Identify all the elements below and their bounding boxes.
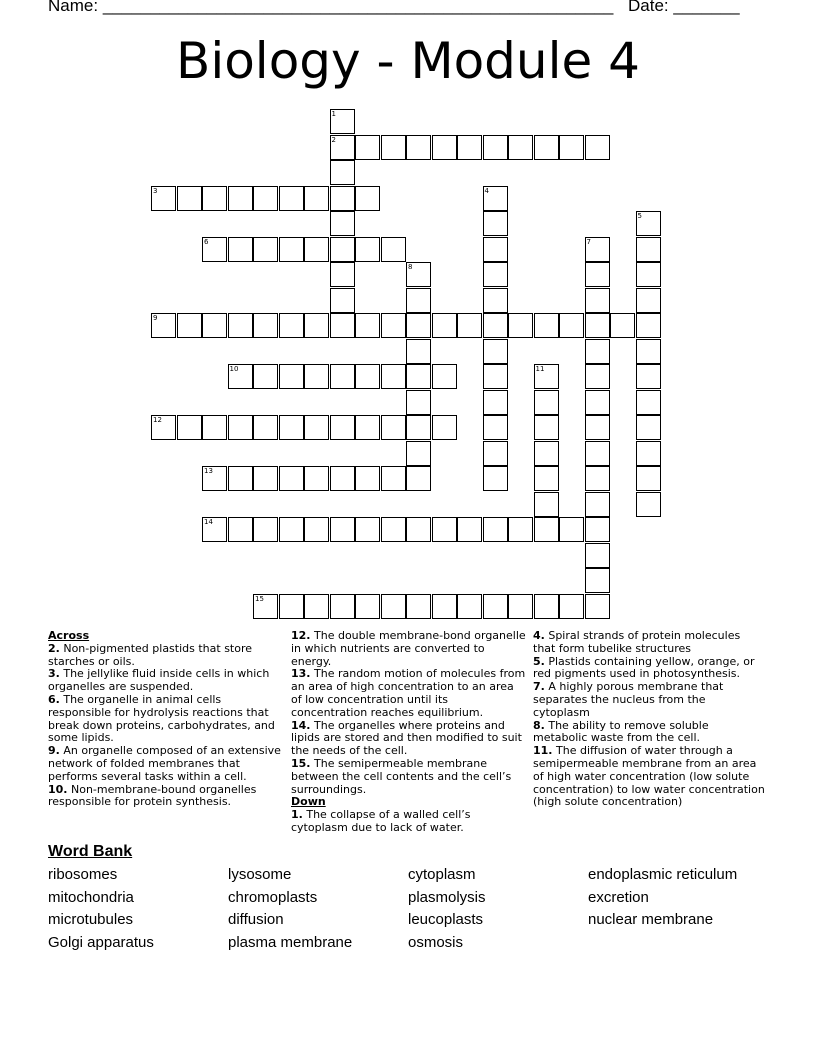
clue-down-8 — [533, 720, 765, 746]
clue-across-13 — [291, 668, 527, 719]
crossword-cell[interactable] — [534, 492, 559, 517]
date-label: Date: — [628, 0, 669, 15]
crossword-cell[interactable] — [304, 517, 329, 542]
crossword-cell[interactable] — [330, 415, 355, 440]
crossword-cell[interactable] — [585, 364, 610, 389]
clue-across-12 — [291, 630, 527, 668]
crossword-cell[interactable] — [355, 364, 380, 389]
clue-down-1 — [291, 809, 527, 835]
crossword-cell[interactable] — [483, 594, 508, 619]
crossword-cell[interactable] — [432, 313, 457, 338]
crossword-cell[interactable] — [330, 594, 355, 619]
crossword-cell[interactable] — [177, 186, 202, 211]
clue-across-14 — [291, 720, 527, 758]
crossword-cell[interactable] — [483, 186, 508, 211]
clue-text: The collapse of a walled cell’s cytoplasm due to lack of water. — [291, 808, 471, 834]
crossword-cell[interactable] — [330, 517, 355, 542]
crossword-cell[interactable] — [636, 237, 661, 262]
crossword-cell[interactable] — [636, 492, 661, 517]
crossword-cell[interactable] — [534, 415, 559, 440]
crossword-cell[interactable] — [585, 415, 610, 440]
crossword-cell[interactable] — [304, 237, 329, 262]
crossword-cell[interactable] — [585, 568, 610, 593]
clue-text: A highly porous membrane that separates the nucleus from the cytoplasm — [533, 680, 724, 719]
crossword-cell[interactable] — [330, 364, 355, 389]
word-bank-item: excretion — [588, 888, 649, 906]
name-label: Name: — [48, 0, 99, 15]
clues-column-1 — [48, 630, 284, 809]
crossword-cell[interactable] — [304, 364, 329, 389]
clue-number: 11. — [533, 744, 553, 758]
crossword-cell[interactable] — [432, 415, 457, 440]
clue-number-label: 8 — [408, 263, 413, 271]
clue-number: 2. — [48, 641, 60, 655]
crossword-cell[interactable] — [253, 313, 278, 338]
crossword-cell[interactable] — [330, 288, 355, 313]
crossword-cell[interactable] — [330, 186, 355, 211]
crossword-cell[interactable] — [406, 339, 431, 364]
clue-number-label: 9 — [153, 314, 158, 322]
crossword-cell[interactable] — [151, 186, 176, 211]
crossword-cell[interactable] — [508, 517, 533, 542]
clue-text: The organelle in animal cells responsible for hydrolysis reactions that break down proteins, carbohydrates, and some lipids. — [48, 692, 275, 745]
crossword-cell[interactable] — [483, 313, 508, 338]
crossword-cell[interactable] — [406, 313, 431, 338]
clue-number-label: 14 — [204, 518, 213, 526]
crossword-cell[interactable] — [585, 517, 610, 542]
crossword-cell[interactable] — [228, 186, 253, 211]
clue-down-11 — [533, 745, 765, 809]
crossword-cell[interactable] — [585, 466, 610, 491]
crossword-cell[interactable] — [559, 517, 584, 542]
crossword-cell[interactable] — [483, 262, 508, 287]
crossword-cell[interactable] — [330, 262, 355, 287]
worksheet-title: Biology - Module 4 — [176, 32, 640, 90]
crossword-cell[interactable] — [585, 135, 610, 160]
clue-text: An organelle composed of an extensive network of folded membranes that performs several tasks within a cell. — [48, 744, 281, 783]
word-bank-item: ribosomes — [48, 866, 118, 883]
crossword-cell[interactable] — [202, 237, 227, 262]
crossword-cell[interactable] — [406, 135, 431, 160]
crossword-cell[interactable] — [636, 364, 661, 389]
clue-number-label: 13 — [204, 467, 213, 475]
crossword-cell[interactable] — [534, 135, 559, 160]
clue-text: Non-membrane-bound organelles responsible for protein synthesis. — [48, 782, 257, 809]
crossword-cell[interactable] — [177, 313, 202, 338]
crossword-cell[interactable] — [636, 339, 661, 364]
word-bank-item: diffusion — [228, 911, 284, 928]
crossword-cell[interactable] — [330, 211, 355, 236]
crossword-cell[interactable] — [457, 517, 482, 542]
clues-column-3 — [533, 630, 765, 809]
clue-text: The diffusion of water through a semipermeable membrane from an area of high water concentration (low solute concentration) to low water concentration (high solute concentration) — [533, 744, 765, 809]
clue-across-2 — [48, 643, 284, 669]
crossword-cell[interactable] — [330, 237, 355, 262]
word-bank-item: mitochondria — [48, 888, 134, 906]
crossword-cell[interactable] — [202, 186, 227, 211]
clue-number-label: 10 — [229, 365, 239, 373]
crossword-cell[interactable] — [585, 313, 610, 338]
crossword-cell[interactable] — [483, 237, 508, 262]
clue-number-label: 4 — [484, 186, 489, 195]
clues-column-2 — [291, 630, 527, 835]
down-heading: Down — [291, 795, 326, 809]
crossword-cell[interactable] — [457, 135, 482, 160]
crossword-cell[interactable] — [483, 390, 508, 415]
clue-number-label: 15 — [255, 594, 264, 603]
crossword-cell[interactable] — [636, 288, 661, 313]
crossword-cell[interactable] — [355, 313, 380, 338]
word-bank-item: lysosome — [228, 866, 292, 883]
crossword-cell[interactable] — [508, 135, 533, 160]
crossword-cell[interactable] — [228, 466, 253, 491]
crossword-cell[interactable] — [330, 160, 355, 185]
crossword-cell[interactable] — [279, 313, 304, 338]
crossword-cell[interactable] — [406, 415, 431, 440]
crossword-cell[interactable] — [381, 466, 406, 491]
crossword-cell[interactable] — [279, 415, 304, 440]
clue-number: 7. — [533, 680, 545, 694]
word-bank-item: plasmolysis — [408, 888, 486, 906]
clue-number-label: 3 — [153, 186, 158, 195]
clue-number-label: 5 — [637, 212, 642, 220]
crossword-cell[interactable] — [304, 466, 329, 491]
word-bank-item: nuclear membrane — [588, 911, 714, 928]
crossword-cell[interactable] — [253, 517, 278, 542]
clue-text: The jellylike fluid inside cells in which organelles are suspended. — [48, 667, 270, 694]
clue-number: 8. — [533, 718, 545, 732]
crossword-cell[interactable] — [381, 237, 406, 262]
crossword-cell[interactable] — [279, 364, 304, 389]
word-bank-item: cytoplasm — [408, 866, 476, 883]
crossword-cell[interactable] — [483, 466, 508, 491]
clue-number: 15. — [291, 756, 311, 770]
crossword-cell[interactable] — [585, 262, 610, 287]
word-bank-item: chromoplasts — [228, 888, 318, 906]
crossword-cell[interactable] — [483, 517, 508, 542]
crossword-cell[interactable] — [559, 594, 584, 619]
crossword-cell[interactable] — [636, 390, 661, 415]
crossword-cell[interactable] — [636, 466, 661, 491]
crossword-cell[interactable] — [483, 288, 508, 313]
clue-down-7 — [533, 681, 765, 719]
clue-text: Spiral strands of protein molecules that form tubelike structures — [533, 629, 741, 655]
clue-across-9 — [48, 745, 284, 783]
crossword-cell[interactable] — [304, 186, 329, 211]
clue-number: 4. — [533, 629, 545, 642]
crossword-cell[interactable] — [585, 237, 610, 262]
clue-number-label: 11 — [535, 365, 545, 373]
crossword-cell[interactable] — [202, 466, 227, 491]
crossword-cell[interactable] — [406, 466, 431, 491]
crossword-cell[interactable] — [228, 313, 253, 338]
crossword-cell[interactable] — [432, 517, 457, 542]
clue-across-15 — [291, 758, 527, 796]
crossword-cell[interactable] — [610, 313, 635, 338]
crossword-cell[interactable] — [330, 313, 355, 338]
word-bank — [48, 843, 768, 952]
crossword-cell[interactable] — [381, 594, 406, 619]
crossword-cell[interactable] — [636, 211, 661, 236]
crossword-cell[interactable] — [228, 364, 253, 389]
crossword-cell[interactable] — [304, 594, 329, 619]
crossword-cell[interactable] — [381, 415, 406, 440]
clue-down-5 — [533, 656, 765, 682]
clue-text: Plastids containing yellow, orange, or red pigments used in photosynthesis. — [533, 654, 755, 681]
crossword-cell[interactable] — [355, 517, 380, 542]
crossword-cell[interactable] — [279, 237, 304, 262]
crossword-cell[interactable] — [585, 594, 610, 619]
crossword-cell[interactable] — [355, 135, 380, 160]
clue-across-10 — [48, 784, 284, 810]
crossword-cell[interactable] — [483, 364, 508, 389]
word-bank-item: microtubules — [48, 911, 134, 928]
crossword-cell[interactable] — [381, 364, 406, 389]
crossword-cell[interactable] — [483, 415, 508, 440]
clue-text: The ability to remove soluble metabolic waste from the cell. — [533, 718, 709, 745]
crossword-cell[interactable] — [432, 594, 457, 619]
crossword-cell[interactable] — [151, 313, 176, 338]
crossword-cell[interactable] — [253, 594, 278, 619]
crossword-cell[interactable] — [151, 415, 176, 440]
crossword-cell[interactable] — [228, 415, 253, 440]
crossword-cell[interactable] — [406, 517, 431, 542]
crossword-cell[interactable] — [355, 237, 380, 262]
across-heading: Across — [48, 629, 90, 642]
crossword-cell[interactable] — [585, 390, 610, 415]
crossword-cell[interactable] — [534, 313, 559, 338]
crossword-cell[interactable] — [432, 364, 457, 389]
crossword-cell[interactable] — [228, 237, 253, 262]
clue-number-label: 2 — [331, 135, 336, 144]
crossword-cell[interactable] — [457, 594, 482, 619]
crossword-cell[interactable] — [381, 135, 406, 160]
crossword-cell[interactable] — [508, 313, 533, 338]
clue-number: 5. — [533, 654, 545, 668]
crossword-cell[interactable] — [585, 543, 610, 568]
clue-number: 12. — [291, 629, 311, 642]
crossword-cell[interactable] — [432, 135, 457, 160]
clue-number: 1. — [291, 808, 303, 822]
crossword-cell[interactable] — [457, 313, 482, 338]
word-bank-item: plasma membrane — [228, 933, 353, 951]
clue-number-label: 1 — [331, 110, 336, 118]
clue-text: The organelles where proteins and lipids are stored and then modified to suit the needs of the cell. — [291, 718, 522, 758]
crossword-cell[interactable] — [279, 466, 304, 491]
clue-number: 9. — [48, 744, 60, 758]
crossword-cell[interactable] — [585, 441, 610, 466]
crossword-cell[interactable] — [483, 135, 508, 160]
crossword-cell[interactable] — [636, 313, 661, 338]
crossword-cell[interactable] — [253, 415, 278, 440]
crossword-cell[interactable] — [279, 594, 304, 619]
date-field[interactable]: _______ — [673, 0, 740, 15]
clue-number: 6. — [48, 692, 60, 706]
crossword-cell[interactable] — [406, 262, 431, 287]
crossword-cell[interactable] — [534, 390, 559, 415]
crossword-cell[interactable] — [559, 313, 584, 338]
clue-number: 14. — [291, 718, 311, 732]
crossword-cell[interactable] — [253, 186, 278, 211]
crossword-cell[interactable] — [228, 517, 253, 542]
crossword-cell[interactable] — [355, 415, 380, 440]
crossword-cell[interactable] — [585, 288, 610, 313]
crossword-cell[interactable] — [483, 211, 508, 236]
crossword-cell[interactable] — [304, 415, 329, 440]
word-bank-item: Golgi apparatus — [48, 933, 154, 951]
clue-down-4 — [533, 630, 765, 656]
crossword-cell[interactable] — [534, 364, 559, 389]
crossword-cell[interactable] — [406, 364, 431, 389]
crossword-cell[interactable] — [202, 415, 227, 440]
crossword-cell[interactable] — [534, 594, 559, 619]
crossword-cell[interactable] — [355, 466, 380, 491]
crossword-cell[interactable] — [279, 186, 304, 211]
crossword-cell[interactable] — [483, 339, 508, 364]
crossword-cell[interactable] — [355, 594, 380, 619]
crossword-cell[interactable] — [406, 441, 431, 466]
crossword-cell[interactable] — [381, 313, 406, 338]
crossword-cell[interactable] — [381, 517, 406, 542]
word-bank-list — [48, 865, 768, 952]
crossword-cell[interactable] — [483, 441, 508, 466]
crossword-cell[interactable] — [406, 288, 431, 313]
clue-text: The double membrane-bond organelle in which nutrients are converted to energy. — [291, 629, 526, 668]
name-field[interactable]: ______________________________________________________ — [102, 0, 614, 15]
clue-number-label: 12 — [153, 416, 162, 424]
crossword-cell[interactable] — [636, 415, 661, 440]
word-bank-title: Word Bank — [48, 843, 133, 860]
crossword-cell[interactable] — [330, 466, 355, 491]
clue-number-label: 6 — [204, 237, 209, 246]
clue-number: 13. — [291, 667, 311, 681]
crossword-cell[interactable] — [534, 466, 559, 491]
crossword-cell[interactable] — [202, 517, 227, 542]
word-bank-item: osmosis — [408, 933, 464, 951]
crossword-cell[interactable] — [304, 313, 329, 338]
clue-number-label: 7 — [586, 237, 591, 246]
crossword-cell[interactable] — [559, 135, 584, 160]
clue-text: The random motion of molecules from an area of high concentration to an area of low concentration until its concentration reaches equilibrium. — [291, 667, 526, 719]
crossword-cell[interactable] — [585, 492, 610, 517]
crossword-cell[interactable] — [585, 339, 610, 364]
crossword-cell[interactable] — [636, 441, 661, 466]
crossword-cell[interactable] — [279, 517, 304, 542]
word-bank-item: leucoplasts — [408, 911, 484, 928]
word-bank-item: endoplasmic reticulum — [588, 866, 738, 883]
crossword-cell[interactable] — [534, 441, 559, 466]
clue-number: 10. — [48, 782, 68, 796]
clue-across-3 — [48, 668, 284, 694]
crossword-cell[interactable] — [355, 186, 380, 211]
clue-across-6 — [48, 694, 284, 745]
clue-number: 3. — [48, 667, 60, 681]
crossword-cell[interactable] — [406, 594, 431, 619]
crossword-cell[interactable] — [636, 262, 661, 287]
crossword-cell[interactable] — [253, 237, 278, 262]
crossword-cell[interactable] — [177, 415, 202, 440]
crossword-cell[interactable] — [330, 109, 355, 134]
crossword-cell[interactable] — [508, 594, 533, 619]
crossword-cell[interactable] — [330, 135, 355, 160]
crossword-cell[interactable] — [253, 466, 278, 491]
clue-text: Non-pigmented plastids that store starches or oils. — [48, 641, 253, 668]
crossword-cell[interactable] — [253, 364, 278, 389]
crossword-cell[interactable] — [406, 390, 431, 415]
clue-text: The semipermeable membrane between the cell contents and the cell’s surroundings. — [291, 756, 512, 796]
crossword-cell[interactable] — [534, 517, 559, 542]
crossword-cell[interactable] — [202, 313, 227, 338]
